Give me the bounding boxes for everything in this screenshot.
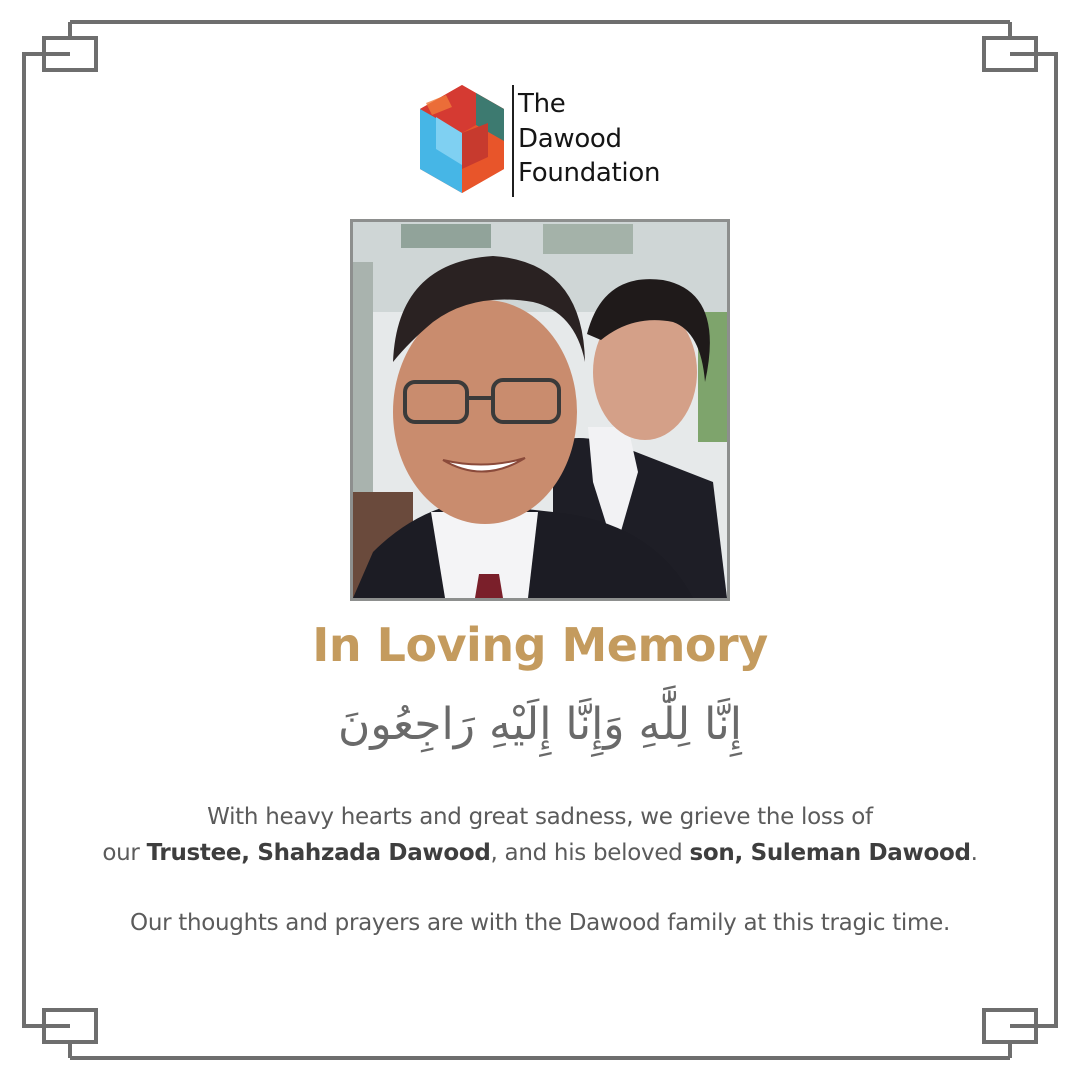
logo-line-2: Dawood bbox=[518, 123, 622, 154]
foundation-logo bbox=[416, 83, 676, 199]
son-name: son, Suleman Dawood bbox=[689, 840, 971, 866]
message-line-2 bbox=[0, 840, 1080, 866]
memorial-heading: In Loving Memory bbox=[312, 618, 768, 672]
trustee-name: Trustee, Shahzada Dawood bbox=[146, 840, 491, 866]
arabic-calligraphy: إِنَّا لِلَّٰهِ وَإِنَّا إِلَيْهِ رَاجِعُونَ bbox=[338, 699, 742, 750]
message-line-1: With heavy hearts and great sadness, we grieve the loss of bbox=[207, 804, 873, 830]
logo-divider bbox=[512, 85, 514, 197]
message-line-2-prefix: our bbox=[102, 840, 147, 866]
message-line-2-suffix: . bbox=[970, 840, 978, 866]
message-line-2-middle: , and his beloved bbox=[490, 840, 690, 866]
message-line-3: Our thoughts and prayers are with the Dawood family at this tragic time. bbox=[130, 910, 950, 936]
logo-line-3: Foundation bbox=[518, 158, 661, 188]
logo-wordmark bbox=[518, 87, 660, 191]
hexagon-logo-icon bbox=[416, 83, 508, 197]
portrait-photo-icon bbox=[353, 222, 727, 598]
logo-line-1: The bbox=[518, 89, 566, 119]
memorial-photo bbox=[350, 219, 730, 601]
